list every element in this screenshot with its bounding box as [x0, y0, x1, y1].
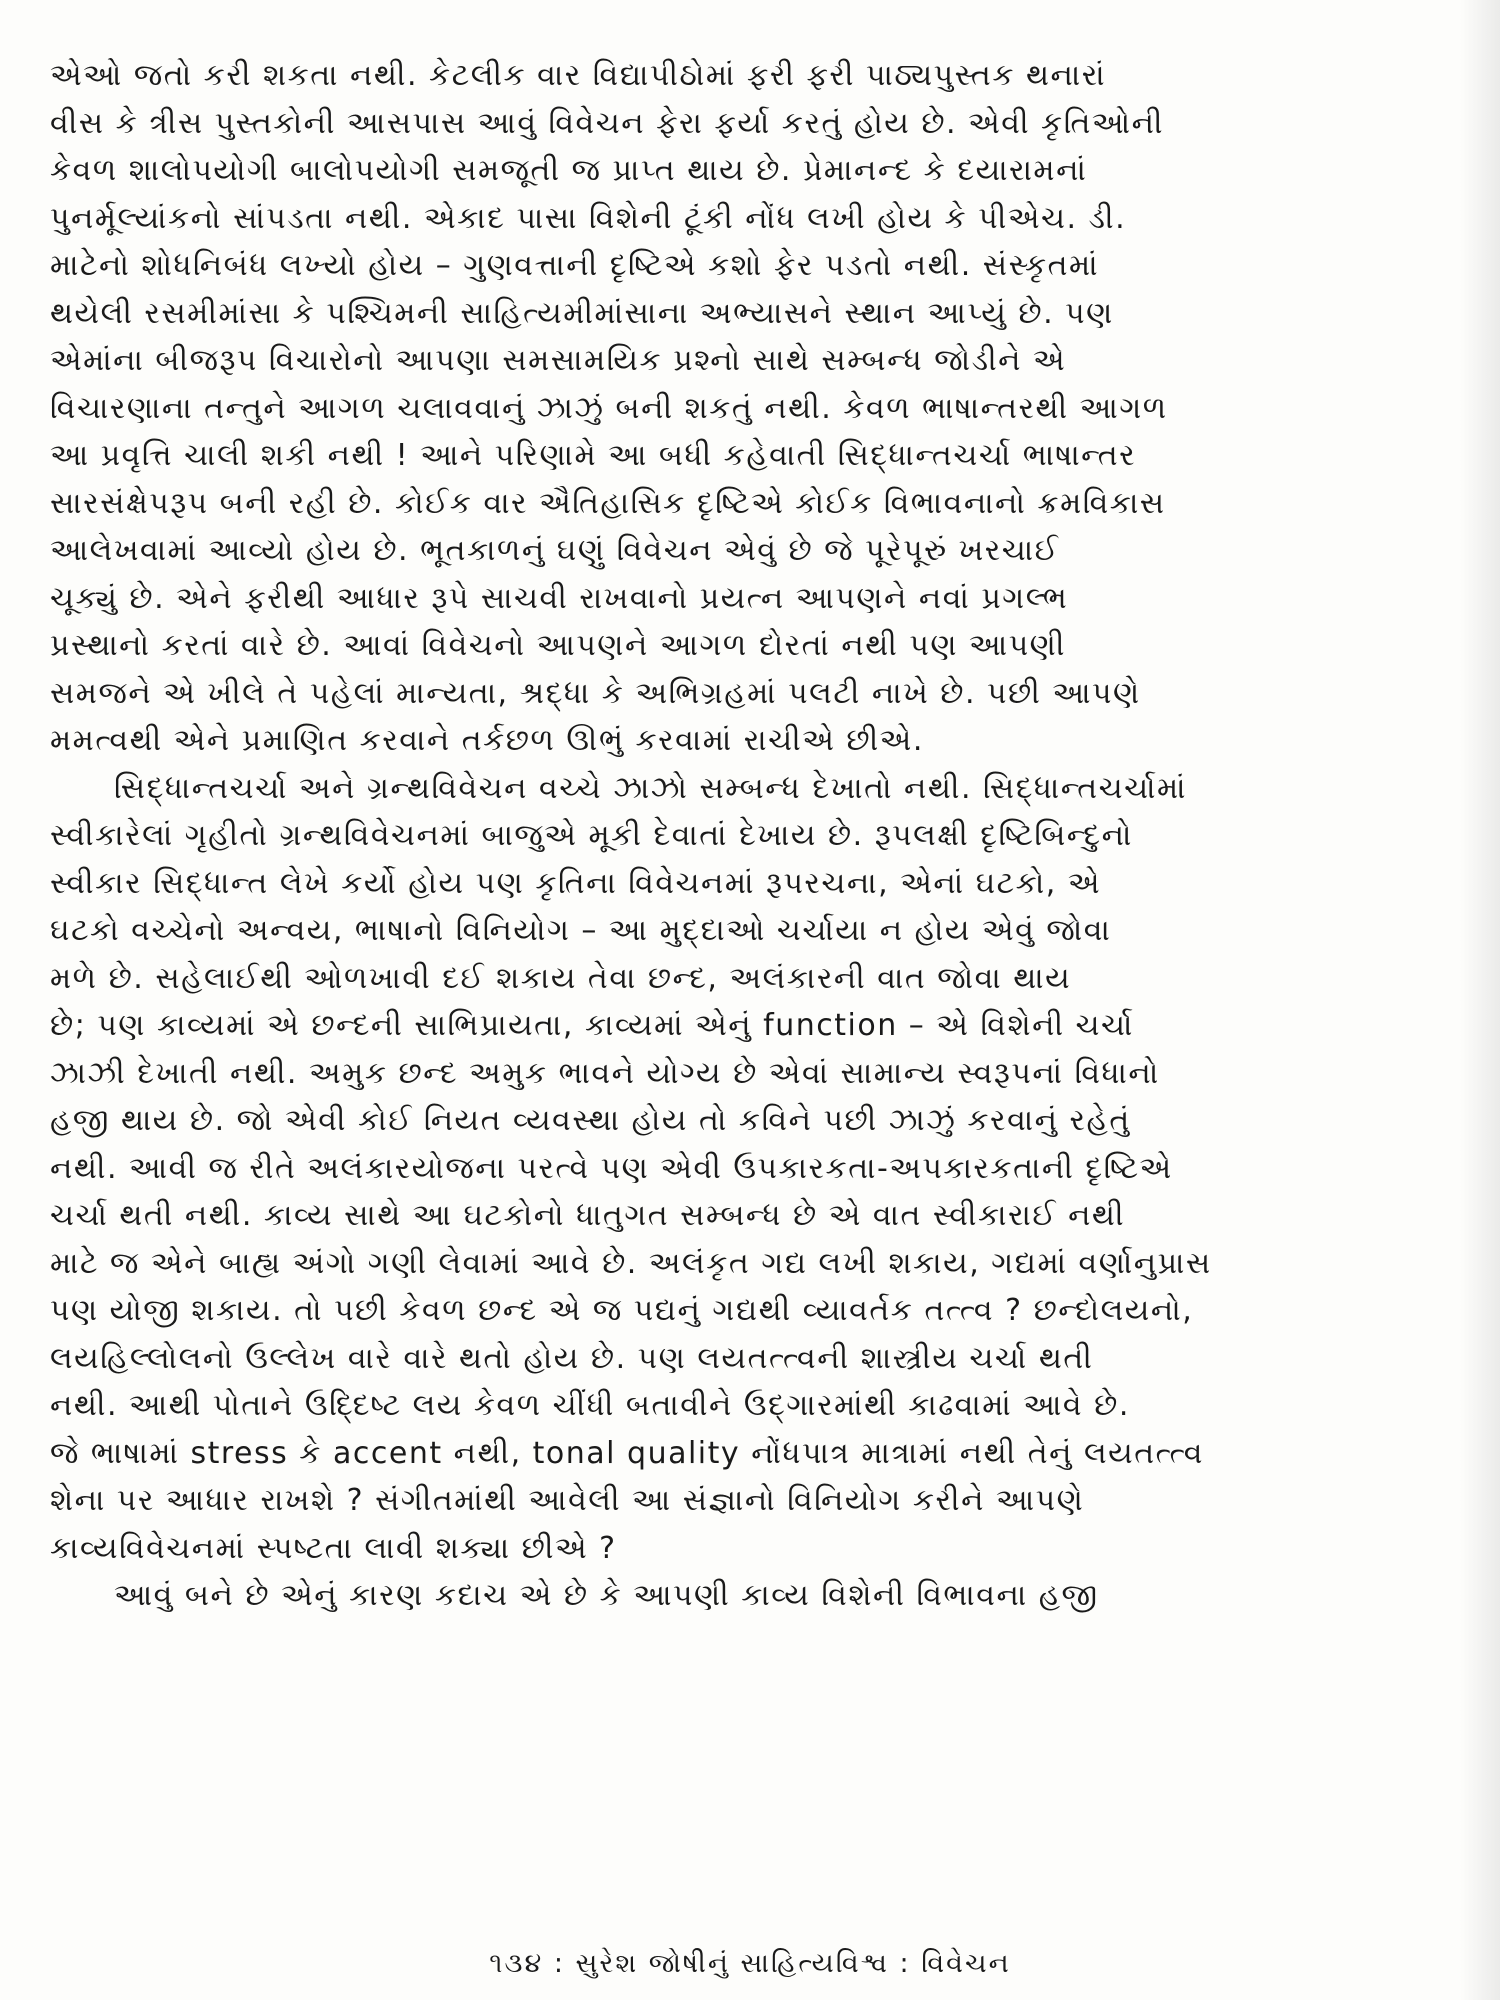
text-line: કાવ્યવિવેચનમાં સ્પષ્ટતા લાવી શક્યા છીએ ? — [50, 1530, 617, 1566]
text-line: ચર્ચા થતી નથી. કાવ્ય સાથે આ ઘટકોનો ધાતુગત સમ્બન્ધ છે એ વાત સ્વીકારાઈ નથી — [50, 1198, 1126, 1233]
text-line: આ પ્રવૃત્તિ ચાલી શકી નથી ! આને પરિણામે આ બધી કહેવાતી સિદ્ધાન્તચર્ચા ભાષાન્તર — [50, 438, 1137, 473]
text-line: સ્વીકાર સિદ્ધાન્ત લેખે કર્યો હોય પણ કૃતિના વિવેચનમાં રૂપરચના, એનાં ઘટકો, એ — [50, 865, 1102, 901]
scan-edge-shadow — [1460, 0, 1500, 2000]
text-line: નથી. આથી પોતાને ઉદ્દિષ્ટ લય કેવળ ચીંધી બતાવીને ઉદ્ગારમાંથી કાઢવામાં આવે છે. — [50, 1388, 1130, 1423]
text-line: પ્રસ્થાનો કરતાં વારે છે. આવાં વિવેચનો આપણને આગળ દોરતાં નથી પણ આપણી — [50, 628, 1066, 663]
text-line: હજી થાય છે. જો એવી કોઈ નિયત વ્યવસ્થા હોય તો કવિને પછી ઝાઝું કરવાનું રહેતું — [50, 1103, 1131, 1138]
text-line: એમાંના બીજરૂપ વિચારોનો આપણા સમસામયિક પ્રશ્નો સાથે સમ્બન્ધ જોડીને એ — [50, 343, 1067, 378]
text-line: ઝાઝી દેખાતી નથી. અમુક છન્દ અમુક ભાવને યોગ્ય છે એવાં સામાન્ય સ્વરૂપનાં વિધાનો — [50, 1055, 1160, 1091]
text-line: શેના પર આધાર રાખશે ? સંગીતમાંથી આવેલી આ સંજ્ઞાનો વિનિયોગ કરીને આપણે — [50, 1483, 1085, 1518]
text-line: સ્વીકારેલાં ગૃહીતો ગ્રન્થવિવેચનમાં બાજુએ મૂકી દેવાતાં દેખાય છે. રૂપલક્ષી દૃષ્ટિબિન્દુનો — [50, 818, 1133, 853]
text-line: નથી. આવી જ રીતે અલંકારયોજના પરત્વે પણ એવી ઉપકારકતા-અપકારકતાની દૃષ્ટિએ — [50, 1150, 1173, 1186]
text-line: ઘટકો વચ્ચેનો અન્વય, ભાષાનો વિનિયોગ – આ મુદ્દાઓ ચર્ચાયા ન હોય એવું જોવા — [50, 913, 1112, 948]
text-line: જે ભાષામાં stress કે accent નથી, tonal quality નોંધપાત્ર માત્રામાં નથી તેનું લયતત્ત્વ — [50, 1435, 1204, 1471]
text-line: કેવળ શાલોપયોગી બાલોપયોગી સમજૂતી જ પ્રાપ્ત થાય છે. પ્રેમાનન્દ કે દયારામનાં — [50, 153, 1088, 188]
text-line: સારસંક્ષેપરૂપ બની રહી છે. કોઈક વાર ઐતિહાસિક દૃષ્ટિએ કોઈક વિભાવનાનો ક્રમવિકાસ — [50, 485, 1166, 521]
text-line: છે; પણ કાવ્યમાં એ છન્દની સાભિપ્રાયતા, કાવ્યમાં એનું function – એ વિશેની ચર્ચા — [50, 1008, 1134, 1043]
body-text — [50, 52, 1460, 1620]
text-line: પુનર્મૂલ્યાંકનો સાંપડતા નથી. એકાદ પાસા વિશેની ટૂંકી નોંધ લખી હોય કે પીએચ. ડી. — [50, 200, 1127, 236]
paragraph-start-line: સિદ્ધાન્તચર્ચા અને ગ્રન્થવિવેચન વચ્ચે ઝાઝો સમ્બન્ધ દેખાતો નથી. સિદ્ધાન્તચર્ચામાં — [114, 770, 1188, 806]
text-line: આલેખવામાં આવ્યો હોય છે. ભૂતકાળનું ઘણું વિવેચન એવું છે જે પૂરેપૂરું ખરચાઈ — [50, 533, 1060, 568]
text-line: એઓ જતો કરી શકતા નથી. કેટલીક વાર વિદ્યાપીઠોમાં ફરી ફરી પાઠ્યપુસ્તક થનારાં — [50, 58, 1107, 93]
text-line: માટેનો શોધનિબંધ લખ્યો હોય – ગુણવત્તાની દૃષ્ટિએ કશો ફેર પડતો નથી. સંસ્કૃતમાં — [50, 248, 1100, 283]
text-line: લયહિલ્લોલનો ઉલ્લેખ વારે વારે થતો હોય છે. પણ લયતત્ત્વની શાસ્ત્રીય ચર્ચા થતી — [50, 1340, 1094, 1376]
paragraph-start-line: આવું બને છે એનું કારણ કદાચ એ છે કે આપણી કાવ્ય વિશેની વિભાવના હજી — [114, 1578, 1099, 1613]
text-line: વીસ કે ત્રીસ પુસ્તકોની આસપાસ આવું વિવેચન ફેરા ફર્યા કરતું હોય છે. એવી કૃતિઓની — [50, 105, 1164, 141]
text-line: સમજને એ ખીલે તે પહેલાં માન્યતા, શ્રદ્ધા કે અભિગ્રહમાં પલટી નાખે છે. પછી આપણે — [50, 675, 1141, 711]
text-line: મળે છે. સહેલાઈથી ઓળખાવી દઈ શકાય તેવા છન્દ, અલંકારની વાત જોવા થાય — [50, 960, 1072, 996]
text-line: પણ યોજી શકાય. તો પછી કેવળ છન્દ એ જ પદ્યનું ગદ્યથી વ્યાવર્તક તત્ત્વ ? છન્દોલયનો, — [50, 1293, 1194, 1328]
text-line: વિચારણાના તન્તુને આગળ ચલાવવાનું ઝાઝું બની શકતું નથી. કેવળ ભાષાન્તરથી આગળ — [50, 390, 1168, 426]
page-footer: ૧૩૪ : સુરેશ જોષીનું સાહિત્યવિશ્વ : વિવેચન — [489, 1948, 1011, 1979]
text-line: મમત્વથી એને પ્રમાણિત કરવાને તર્કછળ ઊભું કરવામાં રાચીએ છીએ. — [50, 723, 924, 758]
text-line: થયેલી રસમીમાંસા કે પશ્ચિમની સાહિત્યમીમાંસાના અભ્યાસને સ્થાન આપ્યું છે. પણ — [50, 295, 1114, 331]
text-line: ચૂક્યું છે. એને ફરીથી આધાર રૂપે સાચવી રાખવાનો પ્રયત્ન આપણને નવાં પ્રગલ્ભ — [50, 580, 1069, 616]
text-line: માટે જ એને બાહ્ય અંગો ગણી લેવામાં આવે છે. અલંકૃત ગદ્ય લખી શકાય, ગદ્યમાં વર્ણાનુપ્રાસ — [50, 1245, 1212, 1281]
